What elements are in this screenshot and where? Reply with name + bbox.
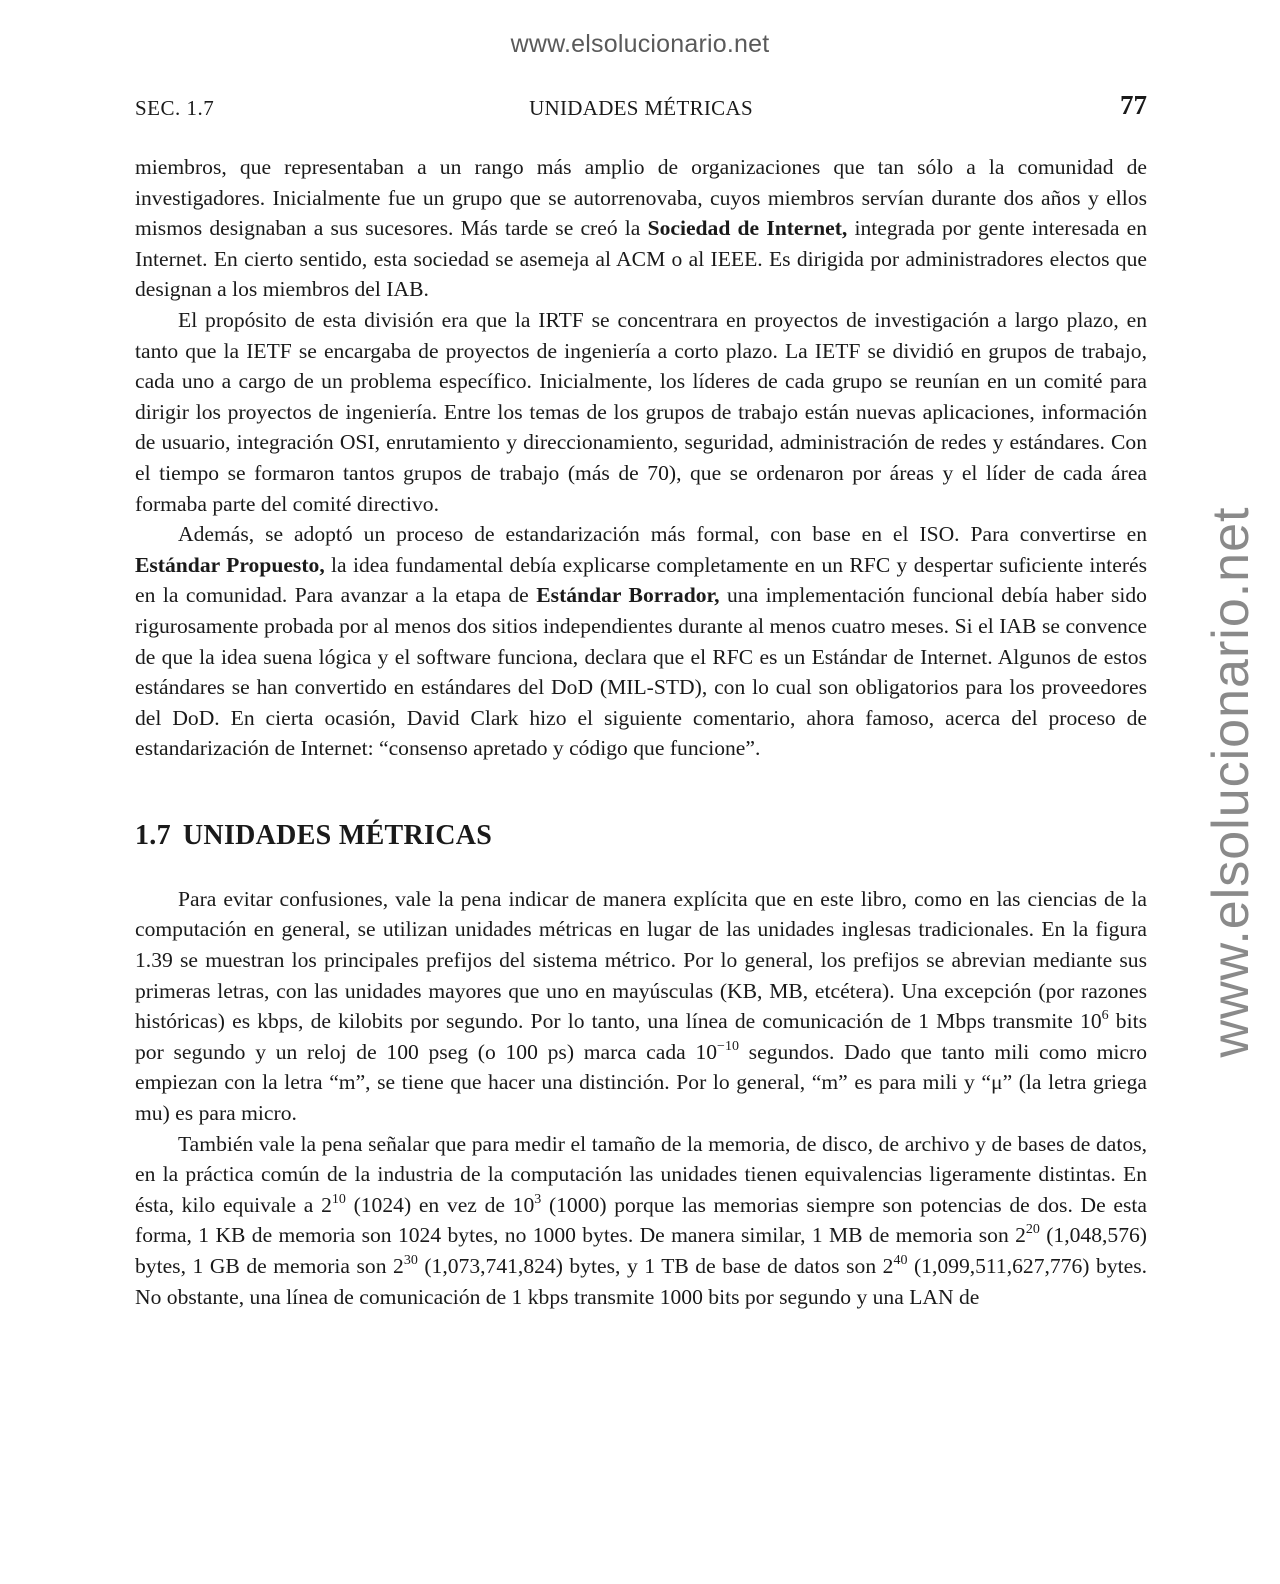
superscript: 40 xyxy=(893,1253,908,1268)
page-number: 77 xyxy=(1120,90,1147,120)
text-run: (1,048,576) bytes, 1 GB de memoria son 2 xyxy=(135,1223,1147,1278)
paragraph-5 xyxy=(135,1129,1147,1313)
paragraph-4 xyxy=(135,884,1147,1129)
superscript: 30 xyxy=(403,1253,418,1268)
watermark-url-side: www.elsolucionario.net xyxy=(1202,506,1260,1058)
section-number: 1.7 xyxy=(135,819,171,851)
term-estandar-borrador: Estándar Borrador, xyxy=(536,583,720,608)
term-estandar-propuesto: Estándar Propuesto, xyxy=(135,552,325,577)
superscript: −10 xyxy=(717,1038,739,1054)
watermark-url-top: www.elsolucionario.net xyxy=(510,30,770,58)
paragraph-1 xyxy=(135,152,1147,305)
paragraph-3 xyxy=(135,519,1147,764)
text-run: El propósito de esta división era que la IRTF se concentrara en proyectos de investigación a largo plazo, en tanto que la IETF se encargaba de proyectos de ingeniería a corto plazo. La IETF se dividió en grupos de trabajo, cada uno a cargo de un problema específico. Inicialmente, los líderes de cada grupo se reunían en un comité para dirigir los proyectos de ingeniería. Entre los temas de los grupos de trabajo están nuevas aplicaciones, información de usuario, integración OSI, enrutamiento y direccionamiento, seguridad, administración de redes y estándares. Con el tiempo se formaron tantos grupos de trabajo (más de 70), que se ordenaron por áreas y el líder de cada área formaba parte del comité directivo. xyxy=(135,307,1147,516)
text-run: (1000) porque las memorias siempre son potencias de dos. De esta forma, 1 KB de memoria son 1024 bytes, no 1000 bytes. De manera similar, 1 MB de memoria son 2 xyxy=(135,1192,1147,1248)
paragraph-2 xyxy=(135,305,1147,519)
text-run: Para evitar confusiones, vale la pena indicar de manera explícita que en este libro, como en las ciencias de la computación en general, se utilizan unidades métricas en lugar de las unidades inglesas tradicionales. En la figura 1.39 se muestran los principales prefijos del sistema métrico. Por lo general, los prefijos se abrevian mediante sus primeras letras, con las unidades mayores que uno en mayúsculas (KB, MB, etcétera). Una excepción (por razones históricas) es kbps, de kilobits por segundo. Por lo tanto, una línea de comunicación de 1 Mbps transmite 10 xyxy=(135,886,1147,1034)
text-run: una implementación funcional debía haber sido rigurosamente probada por al menos dos sitios independientes durante al menos cuatro meses. Si el IAB se convence de que la idea suena lógica y el software funciona, declara que el RFC es un Estándar de Internet. Algunos de estos estándares se han convertido en estándares del DoD (MIL-STD), con lo cual son obligatorios para los proveedores del DoD. En cierta ocasión, David Clark hizo el siguiente comentario, ahora famoso, acerca del proceso de estandarización de Internet: “consenso apretado y código que funcione”. xyxy=(135,583,1147,761)
superscript: 10 xyxy=(331,1191,346,1207)
text-run: También vale la pena señalar que para medir el tamaño de la memoria, de disco, de archivo y de bases de datos, en la práctica común de la industria de la computación las unidades tienen equivalencias ligeramente distintas. En ésta, kilo equivale a 2 xyxy=(135,1131,1147,1217)
superscript: 3 xyxy=(534,1191,542,1207)
superscript: 6 xyxy=(1101,1008,1109,1024)
section-title: UNIDADES MÉTRICAS xyxy=(182,819,493,851)
running-head-title: UNIDADES MÉTRICAS xyxy=(529,96,753,120)
page-body xyxy=(135,152,1147,1312)
text-run: Además, se adoptó un proceso de estandarización más formal, con base en el ISO. Para convertirse en xyxy=(178,522,1147,547)
text-run: (1024) en vez de 10 xyxy=(345,1192,535,1217)
text-run: bits por segundo y un reloj de 100 pseg (o 100 ps) marca cada 10 xyxy=(135,1009,1147,1064)
text-run: (1,099,511,627,776) bytes. No obstante, una línea de comunicación de 1 kbps transmite 1000 bits por segundo y una LAN de xyxy=(135,1254,1147,1309)
text-run: (1,073,741,824) bytes, y 1 TB de base de datos son 2 xyxy=(417,1254,894,1278)
term-sociedad-de-internet: Sociedad de Internet, xyxy=(647,216,848,241)
text-run: miembros, que representaban a un rango más amplio de organizaciones que tan sólo a la comunidad de investigadores. Inicialmente fue un grupo que se autorrenovaba, cuyos miembros servían durante dos años y ellos mismos designaban a sus sucesores. Más tarde se creó la xyxy=(135,155,1147,241)
running-head xyxy=(135,90,1147,126)
text-run: la idea fundamental debía explicarse completamente en un RFC y despertar suficiente interés en la comunidad. Para avanzar a la etapa de xyxy=(135,552,1147,608)
section-heading xyxy=(135,820,1147,852)
running-head-section: SEC. 1.7 xyxy=(135,96,215,120)
superscript: 20 xyxy=(1025,1222,1040,1238)
text-run: segundos. Dado que tanto mili como micro empiezan con la letra “m”, se tiene que hacer una distinción. Por lo general, “m” es para mili y “μ” (la letra griega mu) es para micro. xyxy=(135,1039,1148,1126)
text-run: integrada por gente interesada en Internet. En cierto sentido, esta sociedad se asemeja al ACM o al IEEE. Es dirigida por administradores electos que designan a los miembros del IAB. xyxy=(135,216,1147,302)
